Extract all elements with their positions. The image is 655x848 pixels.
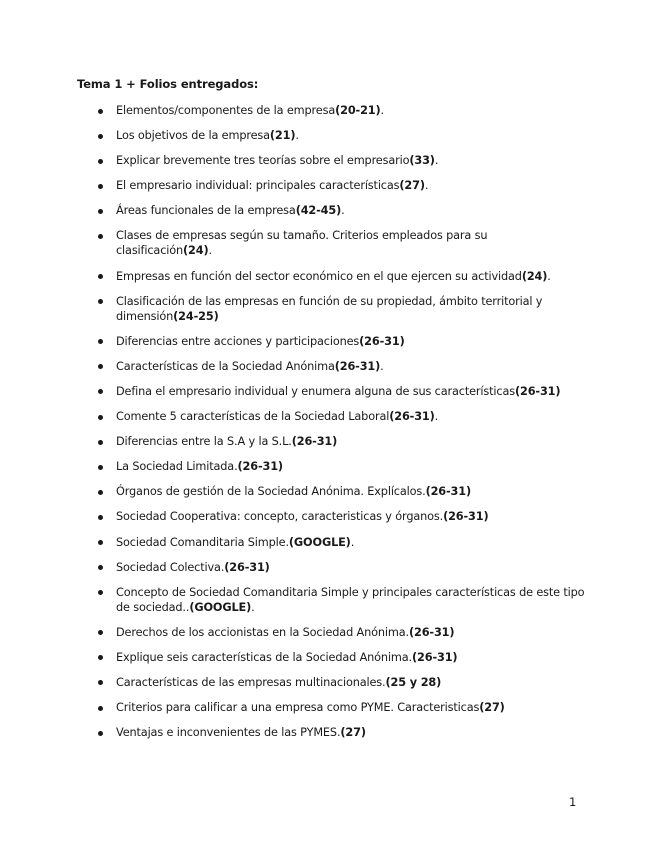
item-reference: (24) xyxy=(521,269,548,283)
list-item xyxy=(0,459,655,474)
list-item xyxy=(0,203,655,218)
list-item xyxy=(0,359,655,374)
item-reference: (42-45) xyxy=(295,204,342,218)
page-title: Tema 1 + Folios entregados: xyxy=(77,77,259,91)
list-item xyxy=(0,409,655,424)
item-text: Ventajas e inconvenientes de las PYMES. xyxy=(116,726,341,740)
list-item xyxy=(0,153,655,168)
item-text: Concepto de Sociedad Comanditaria Simple y principales características de este tipo de sociedad.. xyxy=(116,585,585,614)
item-tail: . xyxy=(295,129,299,143)
item-tail: . xyxy=(350,535,355,549)
list-item xyxy=(0,585,655,615)
item-tail: . xyxy=(208,244,212,258)
bullet-icon xyxy=(98,389,103,394)
item-reference: (26-31) xyxy=(334,359,381,373)
bullet-icon xyxy=(98,515,103,520)
list-item xyxy=(0,625,655,640)
item-text: La Sociedad Limitada. xyxy=(116,460,238,474)
bullet-icon xyxy=(98,209,103,214)
item-text: Órganos de gestión de la Sociedad Anónima. Explícalos. xyxy=(116,485,426,499)
bullet-icon xyxy=(98,440,103,445)
item-text: El empresario individual: principales características xyxy=(116,179,400,193)
item-tail: . xyxy=(424,179,429,193)
item-text: Explique seis características de la Sociedad Anónima. xyxy=(116,650,413,664)
item-reference: (26-31) xyxy=(389,410,435,424)
item-text: Sociedad Cooperativa: concepto, caracteristicas y órganos. xyxy=(116,510,444,524)
list-item xyxy=(0,434,655,449)
item-tail: . xyxy=(547,269,551,283)
item-reference: (26-31) xyxy=(237,460,283,474)
list-item xyxy=(0,560,655,575)
bullet-icon xyxy=(98,590,103,595)
item-reference: (26-31) xyxy=(291,435,338,449)
item-text: Explicar brevemente tres teorías sobre el empresario xyxy=(116,154,410,168)
list-item xyxy=(0,334,655,349)
bullet-icon xyxy=(98,109,103,114)
bullet-icon xyxy=(98,274,103,279)
item-reference: (27) xyxy=(479,701,505,715)
item-text: Criterios para calificar a una empresa como PYME. Caracteristicas xyxy=(116,701,480,715)
item-reference: (20-21) xyxy=(335,104,381,117)
list-item xyxy=(0,535,655,550)
item-text: Empresas en función del sector económico en el que ejercen su actividad xyxy=(116,269,522,283)
list-item xyxy=(0,650,655,665)
item-reference: (33) xyxy=(409,154,435,168)
bullet-icon xyxy=(98,339,103,344)
list-item xyxy=(0,178,655,193)
bullet-icon xyxy=(98,565,103,570)
item-text: Áreas funcionales de la empresa xyxy=(116,204,296,218)
item-reference: (26-31) xyxy=(514,384,561,398)
item-tail: . xyxy=(380,104,384,117)
bullet-icon xyxy=(98,630,103,635)
item-tail: . xyxy=(380,359,384,373)
item-reference: (27) xyxy=(399,179,425,193)
list-item xyxy=(0,384,655,399)
item-text: Los objetivos de la empresa xyxy=(116,129,270,143)
bullet-icon xyxy=(98,465,103,470)
list-item xyxy=(0,228,655,258)
bullet-icon xyxy=(98,299,103,304)
item-text: Sociedad Comanditaria Simple. xyxy=(116,535,289,549)
bullet-icon xyxy=(98,159,103,164)
list-item xyxy=(0,725,655,740)
bullet-icon xyxy=(98,655,103,660)
item-text: Comente 5 características de la Sociedad Laboral xyxy=(116,410,390,424)
item-reference: (27) xyxy=(340,726,366,740)
bullet-icon xyxy=(98,706,103,711)
item-text: Diferencias entre acciones y participaciones xyxy=(116,334,360,348)
bullet-icon xyxy=(98,680,103,685)
page-number: 1 xyxy=(569,795,577,809)
question-list xyxy=(0,103,655,750)
item-text: Derechos de los accionistas en la Sociedad Anónima. xyxy=(116,625,409,639)
bullet-icon xyxy=(98,184,103,189)
bullet-icon xyxy=(98,490,103,495)
bullet-icon xyxy=(98,134,103,139)
item-tail: . xyxy=(434,154,439,168)
item-reference: (26-31) xyxy=(359,334,405,348)
list-item xyxy=(0,509,655,524)
list-item xyxy=(0,128,655,143)
item-text: Clases de empresas según su tamaño. Criterios empleados para su clasificación xyxy=(116,229,488,258)
bullet-icon xyxy=(98,234,103,239)
bullet-icon xyxy=(98,364,103,369)
item-reference: (26-31) xyxy=(224,560,270,574)
item-text: Defina el empresario individual y enumera alguna de sus características xyxy=(116,384,515,398)
bullet-icon xyxy=(98,540,103,545)
item-reference: (26-31) xyxy=(408,625,455,639)
item-text: Características de la Sociedad Anónima xyxy=(116,359,335,373)
item-reference: (26-31) xyxy=(425,485,471,499)
item-reference: (26-31) xyxy=(443,510,489,524)
bullet-icon xyxy=(98,731,103,736)
item-text: Elementos/componentes de la empresa xyxy=(116,104,336,117)
item-reference: (GOOGLE) xyxy=(189,600,252,614)
item-text: Características de las empresas multinacionales. xyxy=(116,675,386,689)
item-text: Sociedad Colectiva. xyxy=(116,560,225,574)
item-text: Clasificación de las empresas en función de su propiedad, ámbito territorial y dimensión xyxy=(116,294,543,323)
list-item xyxy=(0,675,655,690)
item-tail: . xyxy=(434,410,439,424)
item-reference: (25 y 28) xyxy=(385,675,442,689)
item-text: Diferencias entre la S.A y la S.L. xyxy=(116,435,292,449)
list-item xyxy=(0,103,655,118)
item-reference: (21) xyxy=(269,129,296,143)
bullet-icon xyxy=(98,415,103,420)
item-reference: (26-31) xyxy=(412,650,458,664)
list-item xyxy=(0,294,655,324)
list-item xyxy=(0,484,655,499)
item-reference: (GOOGLE) xyxy=(288,535,351,549)
list-item xyxy=(0,700,655,715)
item-tail: . xyxy=(341,204,345,218)
item-tail: . xyxy=(251,600,255,614)
list-item xyxy=(0,269,655,284)
item-reference: (24) xyxy=(183,244,209,258)
item-reference: (24-25) xyxy=(173,309,219,323)
